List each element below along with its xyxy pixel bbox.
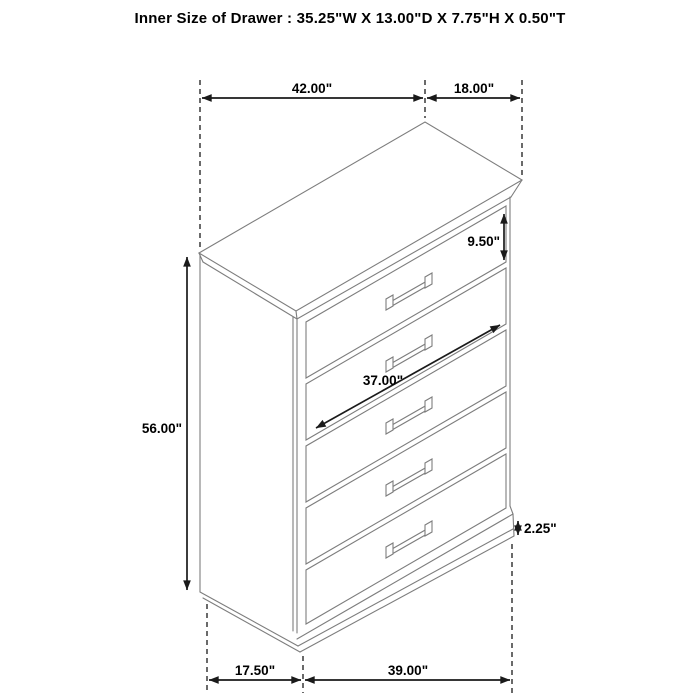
dim-top-width-label: 42.00" <box>291 81 333 96</box>
dim-top-drawer-height-label: 9.50" <box>467 234 500 249</box>
page-title: Inner Size of Drawer : 35.25"W X 13.00"D X 7.75"H X 0.50"T <box>134 10 566 27</box>
chest-drawing <box>199 122 522 652</box>
dim-drawer-inner-width-label: 37.00" <box>362 373 404 388</box>
dim-top-depth-label: 18.00" <box>453 81 495 96</box>
dim-bottom-width-label: 39.00" <box>387 663 429 678</box>
dim-bottom-depth-label: 17.50" <box>234 663 276 678</box>
dim-base-height-label: 2.25" <box>524 521 557 536</box>
dim-overall-height-label: 56.00" <box>141 421 182 436</box>
